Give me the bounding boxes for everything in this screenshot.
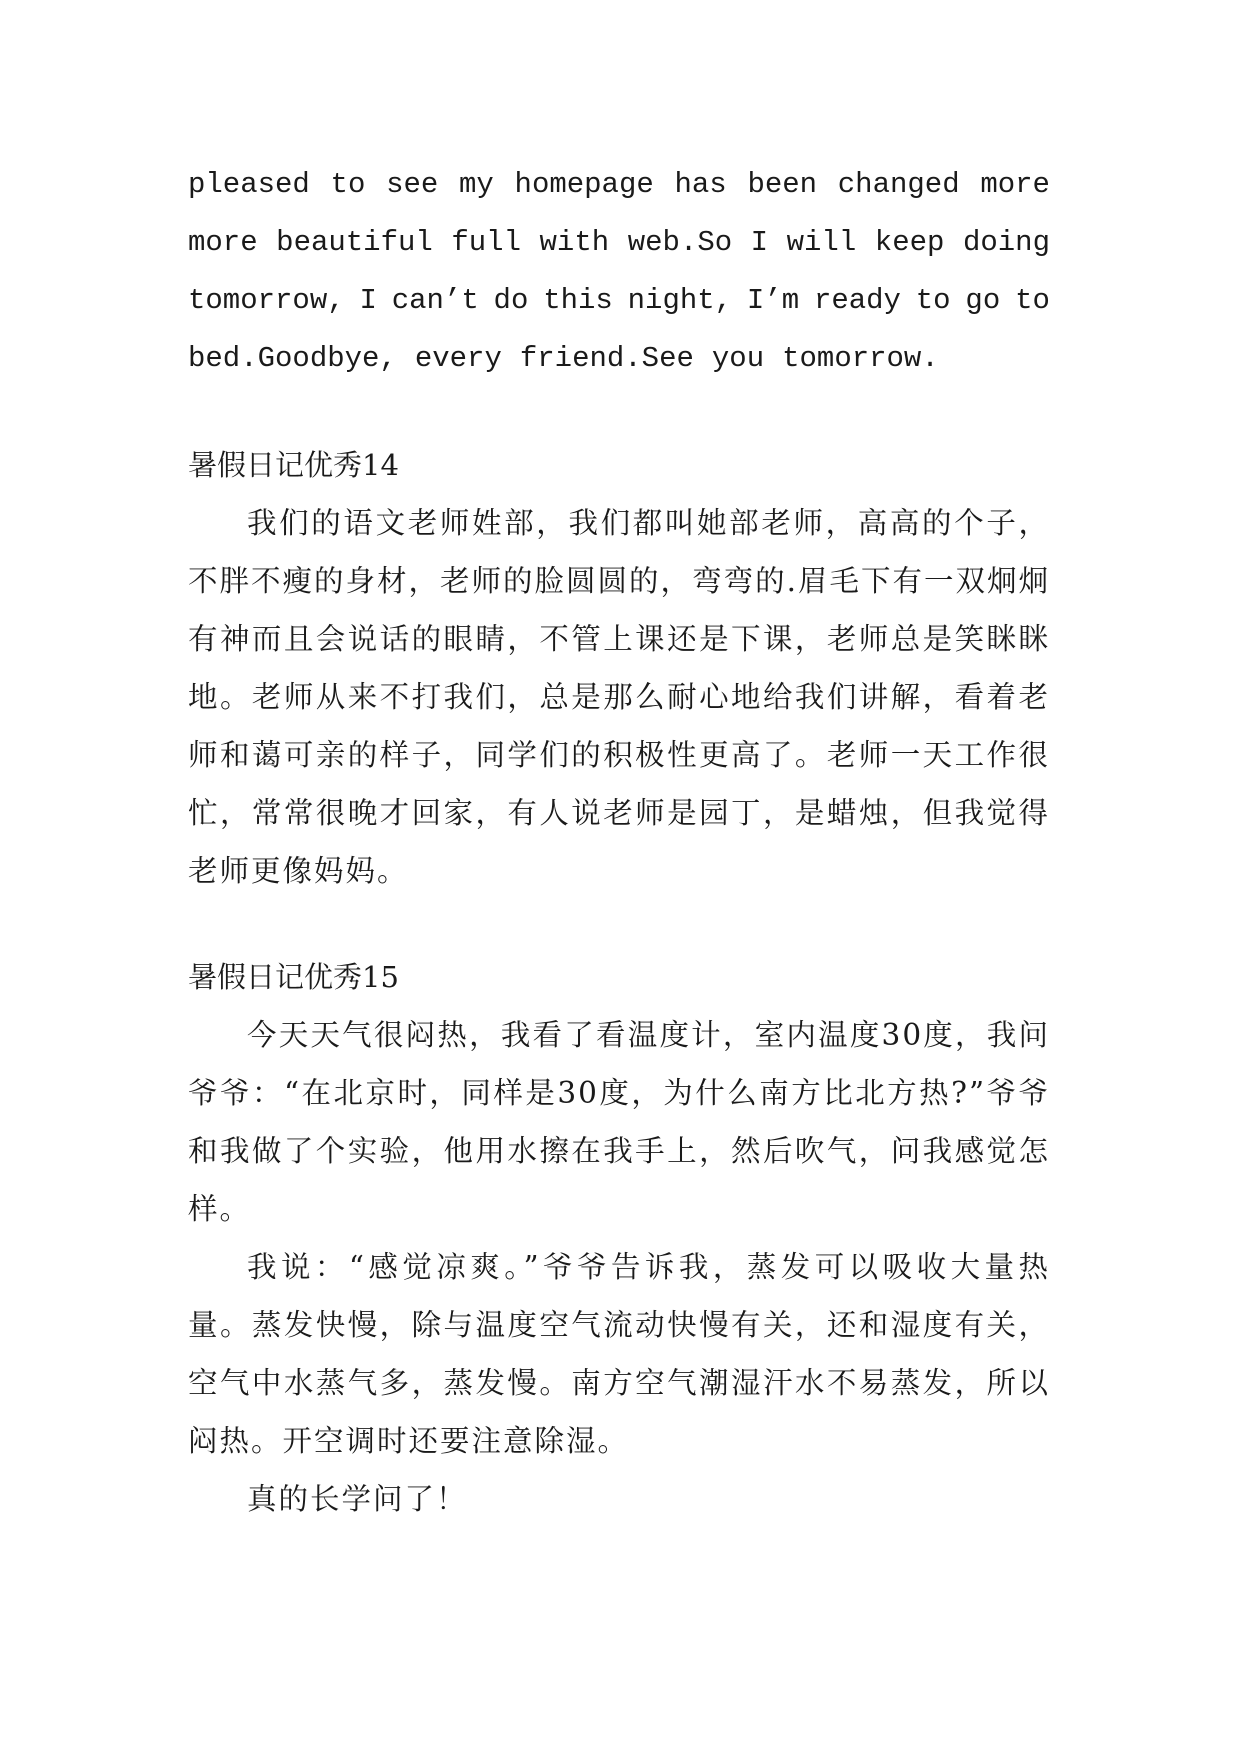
english-word: I (750, 226, 769, 259)
english-word: homepage (514, 168, 654, 201)
english-line (188, 272, 1050, 330)
english-word: you (711, 342, 765, 375)
section-14-paragraph: 我们的语文老师姓部，我们都叫她部老师，高高的个子，不胖不瘦的身材，老师的脸圆圆的，弯弯的.眉毛下有一双炯炯有神而且会说话的眼睛，不管上课还是下课，老师总是笑眯眯地。老师从来不打我们，总是那么耐心地给我们讲解，看着老师和蔼可亲的样子，同学们的积极性更高了。老师一天工作很忙，常常很晚才回家，有人说老师是园丁，是蜡烛，但我觉得老师更像妈妈。 (188, 506, 1050, 888)
section-heading-15: 暑假日记优秀15 (188, 960, 399, 994)
english-word: my (459, 168, 494, 201)
english-word: every (414, 342, 502, 375)
english-word: beautiful (276, 226, 433, 259)
english-word: more (980, 168, 1050, 201)
english-word: I’m (746, 284, 800, 317)
english-passage (188, 156, 1050, 388)
english-word: night, (627, 284, 733, 317)
english-word: tomorrow. (782, 342, 939, 375)
english-word: see (386, 168, 439, 201)
english-word: go (965, 284, 1001, 317)
english-word: web.So (627, 226, 733, 259)
english-word: changed (837, 168, 960, 201)
english-word: been (747, 168, 818, 201)
english-line (188, 330, 1050, 388)
english-word: can’t (391, 284, 479, 317)
english-word: to (1015, 284, 1050, 317)
english-word: to (915, 284, 951, 317)
english-word: more (188, 226, 258, 259)
english-word: has (674, 168, 727, 201)
english-word: will (786, 226, 857, 259)
english-word: keep (874, 226, 945, 259)
english-word: this (543, 284, 613, 317)
section-15-paragraph-1: 今天天气很闷热，我看了看温度计，室内温度30度，我问爷爷：“在北京时，同样是30度，为什么南方比北方热?”爷爷和我做了个实验，他用水擦在我手上，然后吹气，问我感觉怎样。 (188, 1018, 1050, 1226)
english-word: friend.See (519, 342, 694, 375)
english-word: full (451, 226, 521, 259)
english-word: to (330, 168, 366, 201)
section-heading-14: 暑假日记优秀14 (188, 448, 399, 482)
section-15-paragraph-2: 我说：“感觉凉爽。”爷爷告诉我，蒸发可以吸收大量热量。蒸发快慢，除与温度空气流动快慢有关，还和湿度有关，空气中水蒸气多，蒸发慢。南方空气潮湿汗水不易蒸发，所以闷热。开空调时还要注意除湿。 (188, 1250, 1050, 1458)
english-word: pleased (188, 168, 310, 201)
english-word: ready (813, 284, 901, 317)
english-word: doing (962, 226, 1050, 259)
document-page (188, 156, 1050, 1528)
english-line (188, 156, 1050, 214)
english-line (188, 214, 1050, 272)
english-word: tomorrow, (188, 284, 345, 317)
english-word: with (539, 226, 610, 259)
section-15-paragraph-3: 真的长学问了！ (247, 1482, 468, 1516)
english-word: I (359, 284, 377, 317)
english-word: bed.Goodbye, (188, 342, 397, 375)
english-word: do (493, 284, 529, 317)
